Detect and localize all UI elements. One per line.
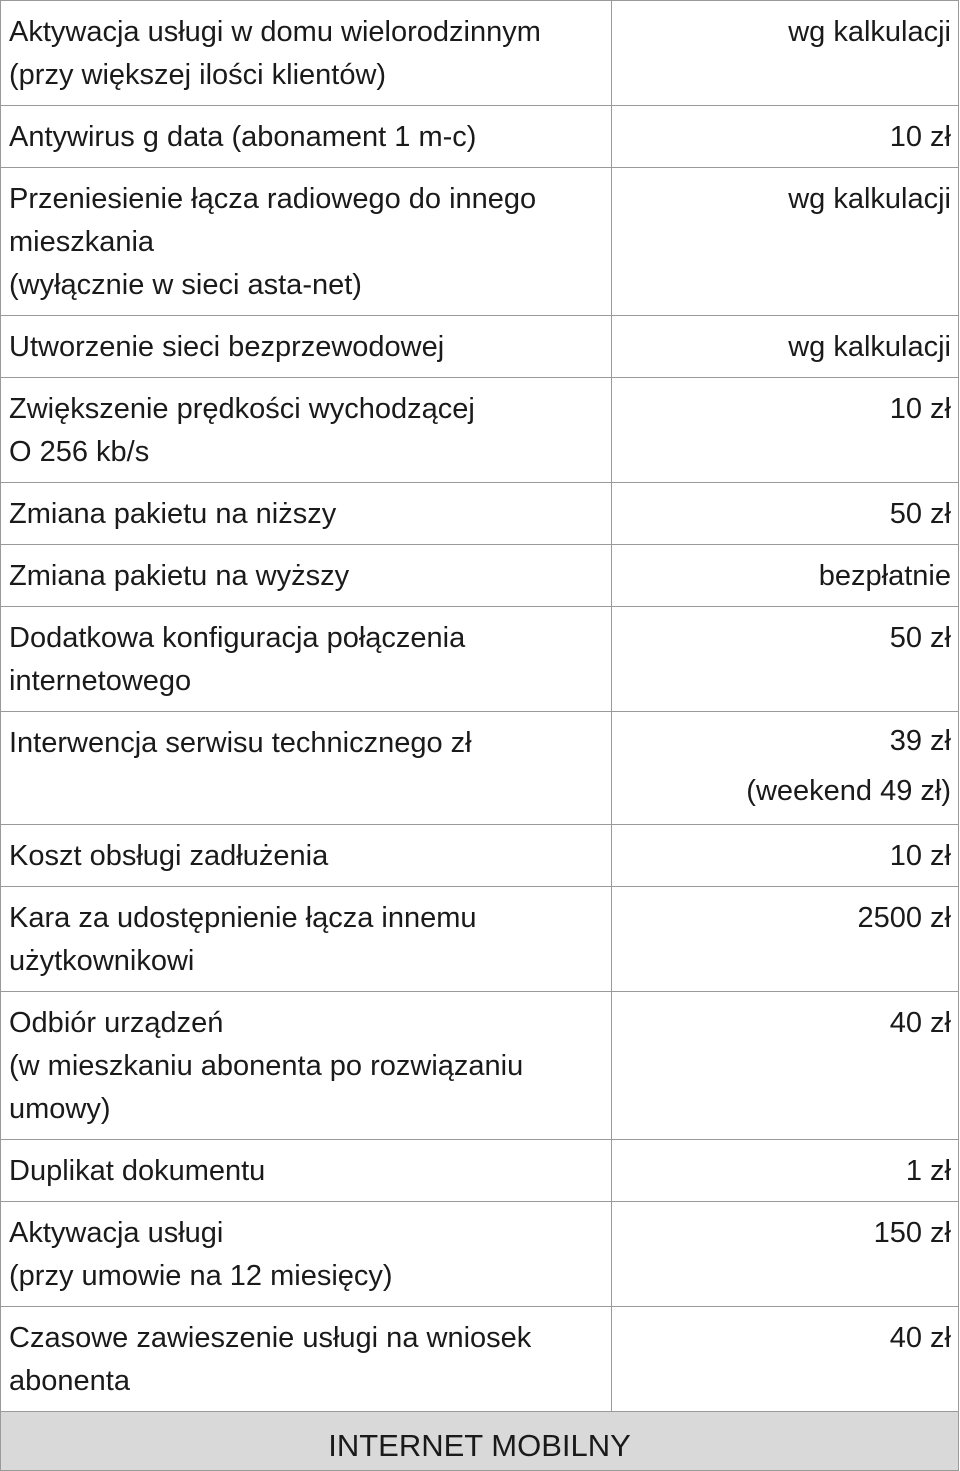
price-cell: bezpłatnie — [612, 545, 959, 607]
service-cell: Odbiór urządzeń (w mieszkaniu abonenta po rozwiązaniu umowy) — [1, 992, 612, 1140]
service-cell: Duplikat dokumentu — [1, 1140, 612, 1202]
price-cell: wg kalkulacji — [612, 316, 959, 378]
price-cell: 40 zł — [612, 992, 959, 1140]
section-header — [1, 1412, 959, 1471]
section-header-row — [1, 1412, 959, 1471]
service-cell: Antywirus g data (abonament 1 m-c) — [1, 106, 612, 168]
service-cell: Aktywacja usługi (przy umowie na 12 miesięcy) — [1, 1202, 612, 1307]
service-cell: Zmiana pakietu na niższy — [1, 483, 612, 545]
price-cell: 1 zł — [612, 1140, 959, 1202]
table-row — [1, 378, 959, 483]
price-cell: 50 zł — [612, 607, 959, 712]
table-row — [1, 992, 959, 1140]
table-row — [1, 168, 959, 316]
service-cell: Interwencja serwisu technicznego zł — [1, 712, 612, 825]
table-row — [1, 316, 959, 378]
service-cell: Koszt obsługi zadłużenia — [1, 825, 612, 887]
price-cell: wg kalkulacji — [612, 168, 959, 316]
price-cell: 10 zł — [612, 106, 959, 168]
price-cell: 40 zł — [612, 1307, 959, 1412]
table-row — [1, 545, 959, 607]
service-cell: Aktywacja usługi w domu wielorodzinnym (przy większej ilości klientów) — [1, 1, 612, 106]
price-cell: 150 zł — [612, 1202, 959, 1307]
service-cell: Utworzenie sieci bezprzewodowej — [1, 316, 612, 378]
price-cell: 10 zł — [612, 825, 959, 887]
table-row — [1, 825, 959, 887]
price-cell: 50 zł — [612, 483, 959, 545]
table-row — [1, 1307, 959, 1412]
price-cell: 2500 zł — [612, 887, 959, 992]
table-row — [1, 483, 959, 545]
service-cell: Zmiana pakietu na wyższy — [1, 545, 612, 607]
table-row — [1, 1, 959, 106]
price-cell: 39 zł (weekend 49 zł) — [612, 712, 959, 825]
price-cell: wg kalkulacji — [612, 1, 959, 106]
service-cell: Kara za udostępnienie łącza innemu użytkownikowi — [1, 887, 612, 992]
table-row — [1, 607, 959, 712]
service-cell: Dodatkowa konfiguracja połączenia internetowego — [1, 607, 612, 712]
service-cell: Zwiększenie prędkości wychodzącej O 256 kb/s — [1, 378, 612, 483]
service-cell: Przeniesienie łącza radiowego do innego mieszkania (wyłącznie w sieci asta-net) — [1, 168, 612, 316]
table-row — [1, 106, 959, 168]
section-header-label: INTERNET MOBILNY — [328, 1428, 631, 1463]
table-row — [1, 887, 959, 992]
table-row — [1, 1202, 959, 1307]
service-cell: Czasowe zawieszenie usługi na wniosek abonenta — [1, 1307, 612, 1412]
table-row — [1, 712, 959, 825]
table-row — [1, 1140, 959, 1202]
price-cell: 10 zł — [612, 378, 959, 483]
